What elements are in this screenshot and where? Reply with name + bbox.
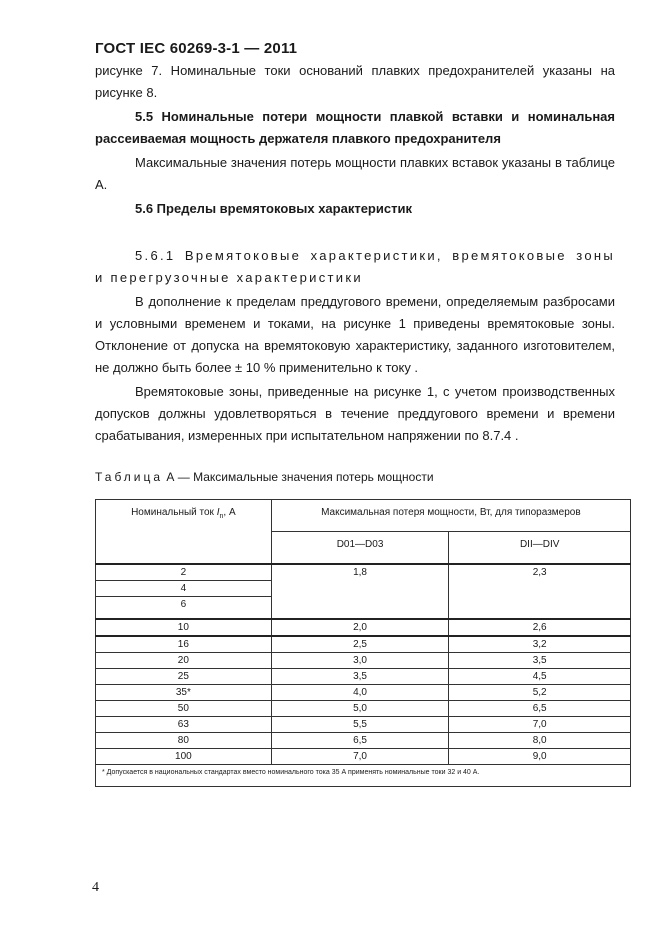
table-row	[96, 684, 631, 700]
section-5-5-heading: 5.5 Номинальные потери мощности плавкой вставки и номинальная рассеиваемая мощность держателя плавкого предохранителя	[95, 109, 615, 146]
cell-current: 4	[96, 581, 272, 597]
table-row	[96, 619, 631, 636]
cell-current: 80	[96, 732, 272, 748]
cell-current: 35*	[96, 684, 272, 700]
current-symbol: I	[216, 507, 220, 518]
cell-current: 2	[96, 564, 272, 581]
cell-d01: 1,8	[271, 564, 449, 619]
cell-current: 100	[96, 748, 272, 764]
table-row	[96, 668, 631, 684]
table-caption	[95, 470, 434, 484]
cell-dii: 2,6	[449, 619, 631, 636]
page-number: 4	[92, 880, 99, 895]
table-footnote: * Допускается в национальных стандартах вместо номинального тока 35 А применять номинальные токи 32 и 40 А.	[96, 764, 631, 786]
cell-d01: 5,5	[271, 716, 449, 732]
cell-dii: 7,0	[449, 716, 631, 732]
table-row	[96, 700, 631, 716]
cell-d01: 3,5	[271, 668, 449, 684]
cell-dii: 2,3	[449, 564, 631, 619]
cell-current: 6	[96, 597, 272, 619]
table-row	[96, 748, 631, 764]
cell-d01: 2,0	[271, 619, 449, 636]
cell-dii: 6,5	[449, 700, 631, 716]
power-loss-table	[95, 499, 631, 787]
cell-d01: 4,0	[271, 684, 449, 700]
cell-current: 20	[96, 652, 272, 668]
header-rated-current: Номинальный ток $I_n$, А	[96, 500, 272, 565]
cell-d01: 2,5	[271, 636, 449, 653]
table-caption-title: А — Максимальные значения потерь мощности	[163, 470, 434, 484]
cell-d01: 6,5	[271, 732, 449, 748]
cell-current: 25	[96, 668, 272, 684]
header-dii-div: DII—DIV	[449, 532, 631, 565]
header-max-power-loss: Максимальная потеря мощности, Вт, для типоразмеров	[271, 500, 630, 532]
document-header: ГОСТ IEC 60269-3-1 — 2011	[95, 40, 298, 57]
cell-current: 10	[96, 619, 272, 636]
cell-dii: 4,5	[449, 668, 631, 684]
table-footnote-row	[96, 764, 631, 786]
paragraph-zone-tolerances: Времятоковые зоны, приведенные на рисунке 1, с учетом производственных допусков должны удовлетворяться в течение преддугового времени и времени срабатывания, измеренных при испытательном напряжении по 8.7.4 .	[95, 384, 615, 443]
table-row	[96, 716, 631, 732]
cell-dii: 8,0	[449, 732, 631, 748]
paragraph-time-current-zones: В дополнение к пределам преддугового времени, определяемым разбросами и условными временем и токами, на рисунке 1 приведены времятоковые зоны. Отклонение от допуска на времятоковую характеристику, заданного изготовителем, не должно быть более ± 10 % применительно к току .	[95, 294, 615, 375]
paragraph-loss-values: Максимальные значения потерь мощности плавких вставок указаны в таблице А.	[95, 155, 615, 192]
section-5-6-1-heading: 5.6.1 Времятоковые характеристики, времятоковые зоны и перегрузочные характеристики	[95, 248, 615, 285]
cell-current: 16	[96, 636, 272, 653]
cell-dii: 3,2	[449, 636, 631, 653]
cell-dii: 9,0	[449, 748, 631, 764]
paragraph-continuation: рисунке 7. Номинальные токи оснований плавких предохранителей указаны на рисунке 8.	[95, 63, 615, 100]
cell-d01: 7,0	[271, 748, 449, 764]
current-subscript: n	[219, 513, 224, 520]
header-d01-d03: D01—D03	[271, 532, 449, 565]
cell-d01: 5,0	[271, 700, 449, 716]
cell-current: 50	[96, 700, 272, 716]
table-row	[96, 732, 631, 748]
cell-current: 63	[96, 716, 272, 732]
table-row	[96, 636, 631, 653]
table-row	[96, 652, 631, 668]
section-5-6-heading: 5.6 Пределы времятоковых характеристик	[135, 201, 412, 216]
cell-dii: 3,5	[449, 652, 631, 668]
table-row	[96, 564, 631, 581]
cell-dii: 5,2	[449, 684, 631, 700]
table-caption-word: Таблица	[95, 470, 164, 484]
cell-d01: 3,0	[271, 652, 449, 668]
